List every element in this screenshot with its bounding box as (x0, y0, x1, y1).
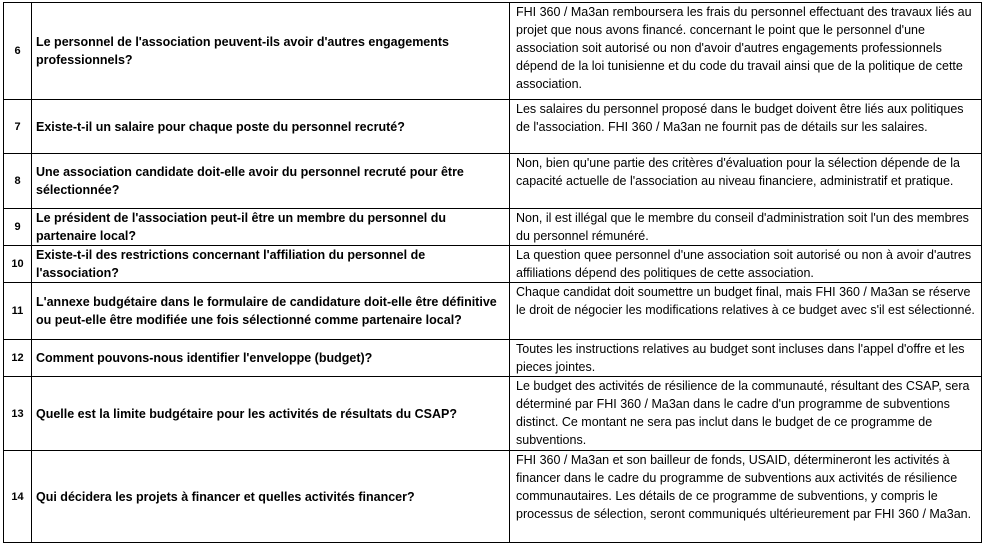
question-cell: Existe-t-il un salaire pour chaque poste du personnel recruté? (32, 100, 510, 154)
answer-cell: Non, il est illégal que le membre du conseil d'administration soit l'un des membres du personnel rémunéré. (510, 209, 982, 246)
table-row (4, 451, 982, 543)
table-row (4, 209, 982, 246)
table-row (4, 3, 982, 100)
row-number: 10 (4, 246, 32, 283)
question-cell: Le personnel de l'association peuvent-ils avoir d'autres engagements professionnels? (32, 3, 510, 100)
answer-cell: Toutes les instructions relatives au budget sont incluses dans l'appel d'offre et les pieces jointes. (510, 340, 982, 377)
table-row (4, 246, 982, 283)
table-row (4, 100, 982, 154)
question-cell: Comment pouvons-nous identifier l'enveloppe (budget)? (32, 340, 510, 377)
answer-cell: La question quee personnel d'une association soit autorisé ou non à avoir d'autres affiliations dépend des politiques de cette association. (510, 246, 982, 283)
row-number: 14 (4, 451, 32, 543)
question-cell: Une association candidate doit-elle avoir du personnel recruté pour être sélectionnée? (32, 154, 510, 209)
table-row (4, 340, 982, 377)
row-number: 8 (4, 154, 32, 209)
answer-cell: Le budget des activités de résilience de la communauté, résultant des CSAP, sera déterminé par FHI 360 / Ma3an dans le cadre d'un programme de subventions distinct. Ce montant ne sera pas inclut dans le budget de ce programme de subventions. (510, 377, 982, 451)
question-cell: Existe-t-il des restrictions concernant l'affiliation du personnel de l'association? (32, 246, 510, 283)
row-number: 9 (4, 209, 32, 246)
question-cell: Le président de l'association peut-il être un membre du personnel du partenaire local? (32, 209, 510, 246)
row-number: 12 (4, 340, 32, 377)
answer-cell: FHI 360 / Ma3an remboursera les frais du personnel effectuant des travaux liés au projet que nous avons financé. concernant le point que le personnel d'une association soit autorisé ou non d'avoir d'autres engagements professionnels dépend de la loi tunisienne et du code du travail ainsi que de la politique de cette association. (510, 3, 982, 100)
row-number: 11 (4, 283, 32, 340)
question-cell: L'annexe budgétaire dans le formulaire de candidature doit-elle être définitive ou peut-elle être modifiée une fois sélectionné comme partenaire local? (32, 283, 510, 340)
question-cell: Quelle est la limite budgétaire pour les activités de résultats du CSAP? (32, 377, 510, 451)
row-number: 13 (4, 377, 32, 451)
question-cell: Qui décidera les projets à financer et quelles activités financer? (32, 451, 510, 543)
answer-cell: Chaque candidat doit soumettre un budget final, mais FHI 360 / Ma3an se réserve le droit de négocier les modifications relatives à ce budget avec s'il est sélectionné. (510, 283, 982, 340)
table-row (4, 154, 982, 209)
answer-cell: Les salaires du personnel proposé dans le budget doivent être liés aux politiques de l'association. FHI 360 / Ma3an ne fournit pas de détails sur les salaires. (510, 100, 982, 154)
table-row (4, 283, 982, 340)
faq-table (3, 2, 982, 543)
answer-cell: FHI 360 / Ma3an et son bailleur de fonds, USAID, détermineront les activités à financer dans le cadre du programme de subventions aux activités de résilience communautaires. Les détails de ce programme de subventions, y compris le processus de sélection, seront communiqués ultérieurement par FHI 360 / Ma3an. (510, 451, 982, 543)
table-row (4, 377, 982, 451)
row-number: 7 (4, 100, 32, 154)
row-number: 6 (4, 3, 32, 100)
answer-cell: Non, bien qu'une partie des critères d'évaluation pour la sélection dépende de la capacité actuelle de l'association au niveau financiere, administratif et pratique. (510, 154, 982, 209)
